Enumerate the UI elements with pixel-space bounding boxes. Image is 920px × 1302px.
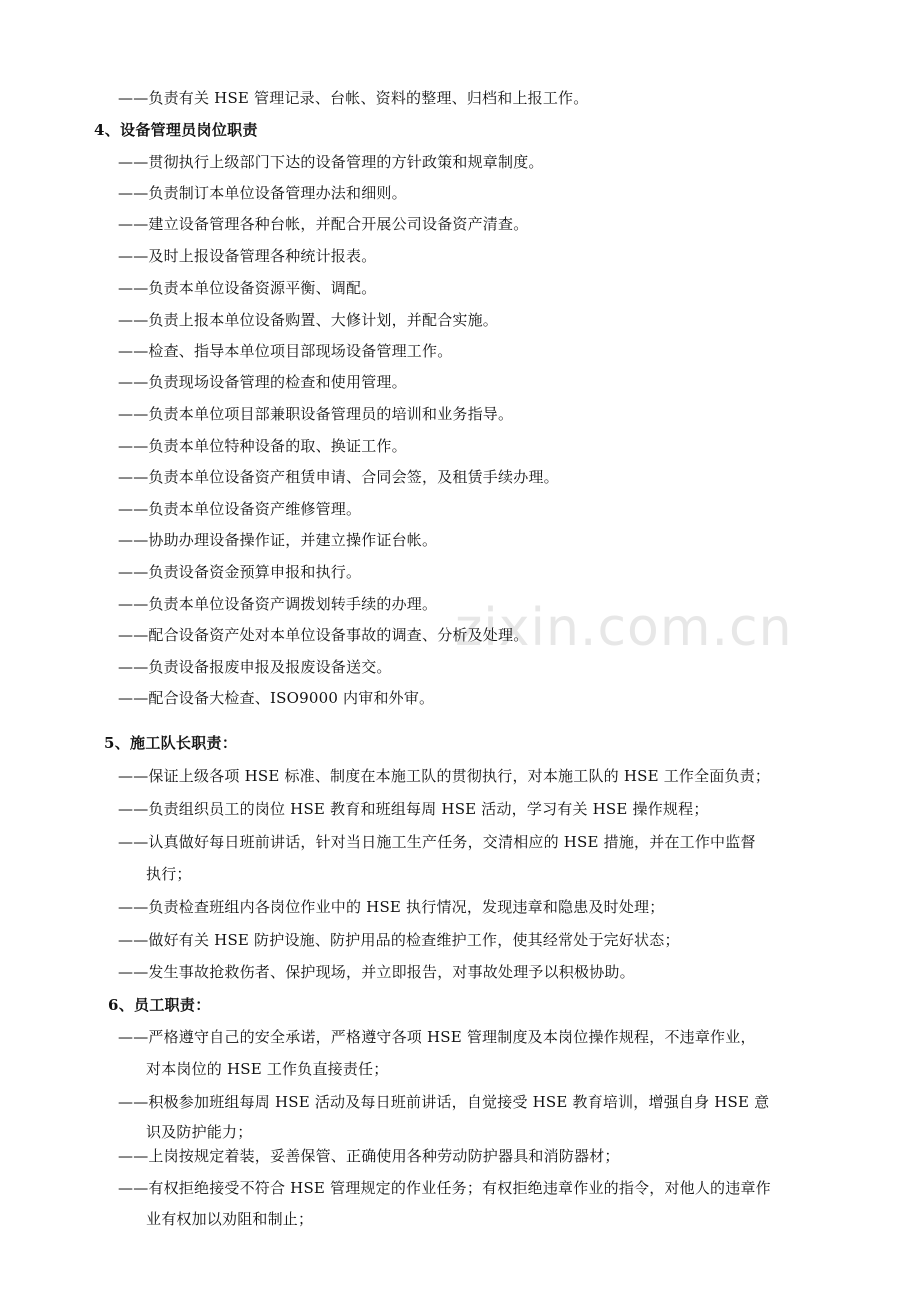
- watermark: zixin.com.cn: [455, 598, 793, 658]
- paragraph-line: ——积极参加班组每周 HSE 活动及每日班前讲话，自觉接受 HSE 教育培训，增强自身 HSE 意: [118, 1093, 770, 1111]
- paragraph-line: ——负责本单位设备资产调拨划转手续的办理。: [118, 595, 438, 613]
- paragraph-line: ——严格遵守自己的安全承诺，严格遵守各项 HSE 管理制度及本岗位操作规程，不违章作业，: [118, 1028, 756, 1046]
- paragraph-line: ——负责本单位设备资产维修管理。: [118, 500, 362, 518]
- paragraph-line: ——有权拒绝接受不符合 HSE 管理规定的作业任务；有权拒绝违章作业的指令，对他人的违章作: [118, 1179, 771, 1197]
- paragraph-line: ——负责上报本单位设备购置、大修计划，并配合实施。: [118, 311, 499, 329]
- paragraph-line: ——做好有关 HSE 防护设施、防护用品的检查维护工作，使其经常处于完好状态；: [118, 931, 680, 949]
- paragraph-line: ——负责设备资金预算申报和执行。: [118, 563, 362, 581]
- paragraph-line: ——负责有关 HSE 管理记录、台帐、资料的整理、归档和上报工作。: [118, 89, 589, 107]
- paragraph-line: ——保证上级各项 HSE 标准、制度在本施工队的贯彻执行，对本施工队的 HSE 工作全面负责；: [118, 767, 771, 785]
- paragraph-line: ——检查、指导本单位项目部现场设备管理工作。: [118, 342, 453, 360]
- paragraph-line: ——负责本单位设备资源平衡、调配。: [118, 279, 377, 297]
- paragraph-line: ——建立设备管理各种台帐，并配合开展公司设备资产清查。: [118, 215, 529, 233]
- paragraph-line: ——协助办理设备操作证，并建立操作证台帐。: [118, 531, 438, 549]
- paragraph-line: ——负责本单位项目部兼职设备管理员的培训和业务指导。: [118, 405, 514, 423]
- paragraph-line: ——负责设备报废申报及报废设备送交。: [118, 658, 392, 676]
- paragraph-line: ——及时上报设备管理各种统计报表。: [118, 247, 377, 265]
- paragraph-line: ——贯彻执行上级部门下达的设备管理的方针政策和规章制度。: [118, 153, 544, 171]
- paragraph-line-continuation: 执行；: [146, 865, 192, 883]
- paragraph-line: ——配合设备大检查、ISO9000 内审和外审。: [118, 689, 435, 707]
- paragraph-line-continuation: 识及防护能力；: [146, 1123, 253, 1141]
- paragraph-line: ——上岗按规定着装，妥善保管、正确使用各种劳动防护器具和消防器材；: [118, 1147, 620, 1165]
- paragraph-line: ——负责检查班组内各岗位作业中的 HSE 执行情况，发现违章和隐患及时处理；: [118, 898, 665, 916]
- paragraph-line: ——负责现场设备管理的检查和使用管理。: [118, 373, 407, 391]
- paragraph-line: ——负责本单位特种设备的取、换证工作。: [118, 437, 407, 455]
- paragraph-line: ——配合设备资产处对本单位设备事故的调查、分析及处理。: [118, 626, 529, 644]
- paragraph-line: ——负责本单位设备资产租赁申请、合同会签，及租赁手续办理。: [118, 468, 559, 486]
- section-heading-4: 4、设备管理员岗位职责: [94, 121, 258, 139]
- paragraph-line: ——负责制订本单位设备管理办法和细则。: [118, 184, 407, 202]
- section-heading-6: 6、员工职责：: [108, 996, 211, 1014]
- paragraph-line-continuation: 业有权加以劝阻和制止；: [146, 1210, 314, 1228]
- paragraph-line: ——认真做好每日班前讲话，针对当日施工生产任务，交清相应的 HSE 措施，并在工作中监督: [118, 833, 756, 851]
- section-heading-5: 5、施工队长职责：: [104, 734, 238, 752]
- paragraph-line: ——负责组织员工的岗位 HSE 教育和班组每周 HSE 活动，学习有关 HSE 操作规程；: [118, 800, 709, 818]
- paragraph-line: ——发生事故抢救伤者、保护现场，并立即报告，对事故处理予以积极协助。: [118, 963, 635, 981]
- paragraph-line-continuation: 对本岗位的 HSE 工作负直接责任；: [146, 1060, 389, 1078]
